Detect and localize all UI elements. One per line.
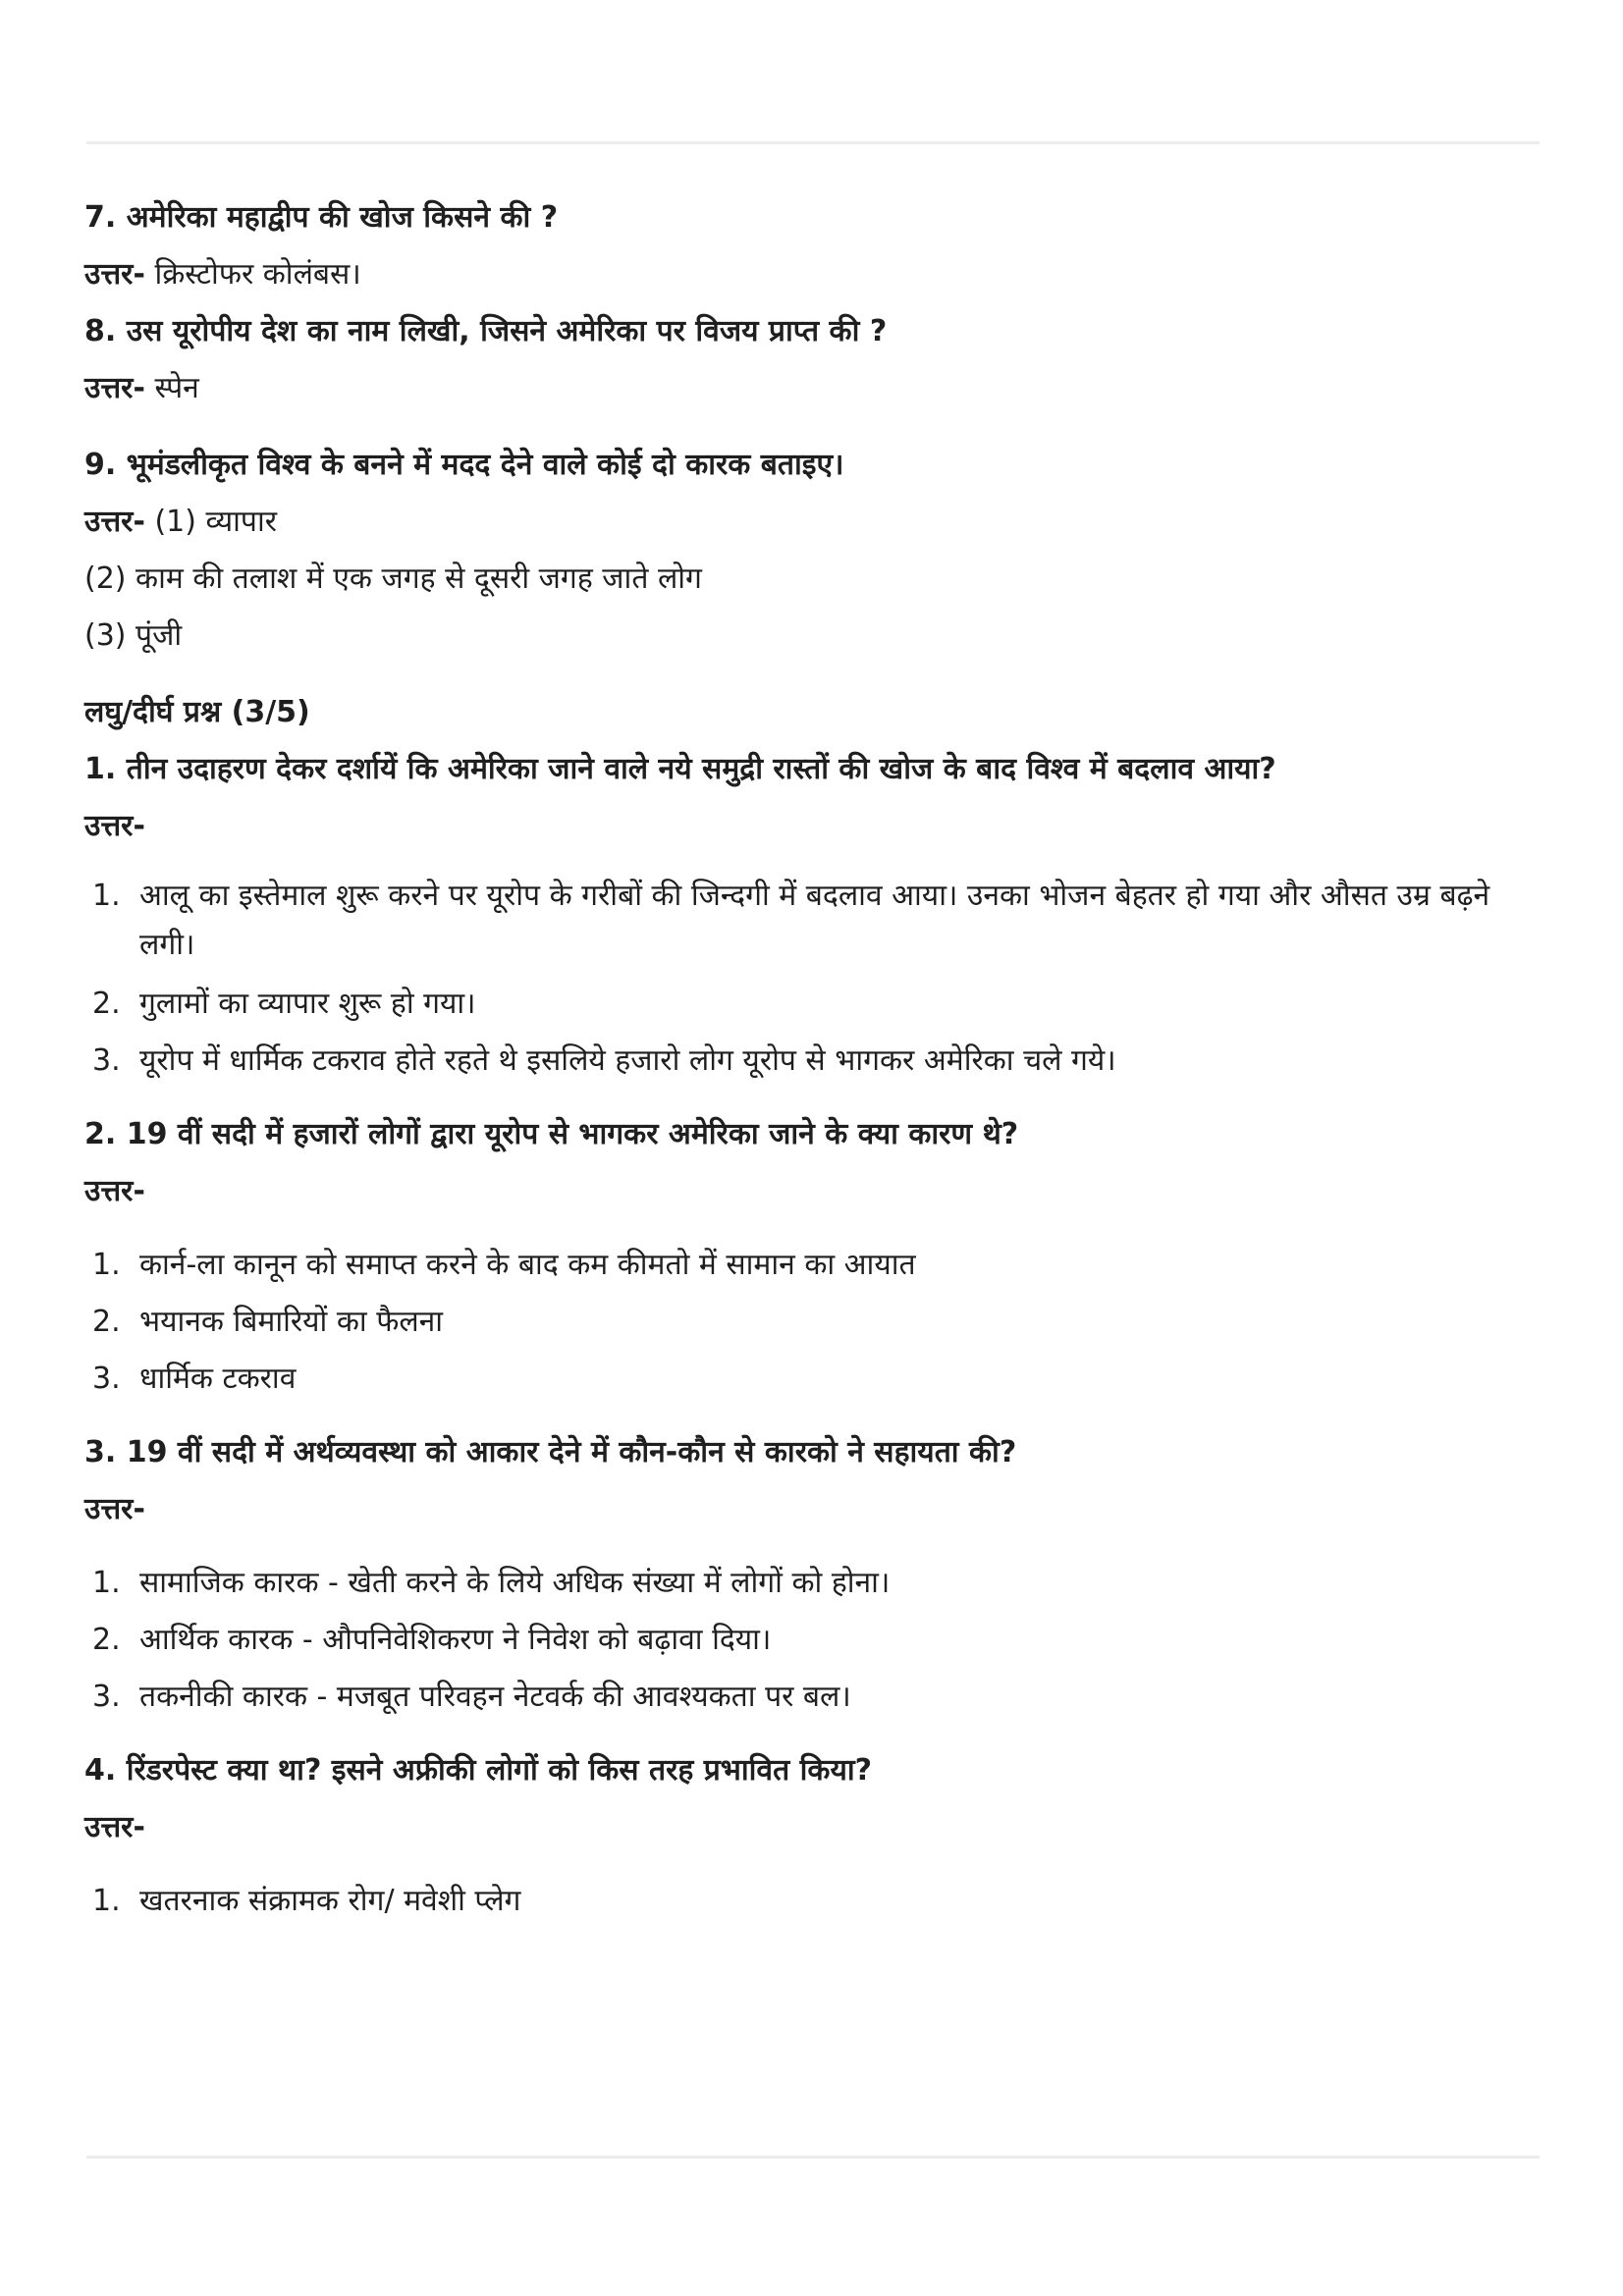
- list-number: 3.: [92, 1043, 121, 1078]
- list-item: [84, 1351, 1547, 1408]
- list-item-text: यूरोप में धार्मिक टकराव होते रहते थे इसलिये हजारो लोग यूरोप से भागकर अमेरिका चले गये।: [139, 1043, 1116, 1078]
- list-number: 2.: [92, 987, 121, 1021]
- long-question-2: 2. 19 वीं सदी में हजारों लोगों द्वारा यूरोप से भागकर अमेरिका जाने के क्या कारण थे?: [84, 1117, 1019, 1151]
- answer-label: उत्तर-: [84, 1492, 145, 1526]
- answer-label: उत्तर-: [84, 505, 145, 539]
- list-item: [84, 1669, 1547, 1726]
- answer-9-item-3: (3) पूंजी: [84, 618, 183, 653]
- answer-label: उत्तर-: [84, 371, 145, 405]
- answer-8: [84, 367, 1547, 410]
- answer-label: उत्तर-: [84, 1810, 145, 1844]
- answer-label: उत्तर-: [84, 809, 145, 843]
- list-number: 1.: [92, 1884, 121, 1918]
- long-question-4: 4. रिंडरपेस्ट क्या था? इसने अफ्रीकी लोगों को किस तरह प्रभावित किया?: [84, 1753, 873, 1788]
- list-item-text: खतरनाक संक्रामक रोग/ मवेशी प्लेग: [139, 1884, 521, 1918]
- list-number: 3.: [92, 1362, 121, 1396]
- answer-label: उत्तर-: [84, 257, 145, 292]
- question-8: 8. उस यूरोपीय देश का नाम लिखी, जिसने अमेरिका पर विजय प्राप्त की ?: [84, 314, 888, 348]
- list-item-text: आलू का इस्तेमाल शुरू करने पर यूरोप के गरीबों की जिन्दगी में बदलाव आया। उनका भोजन बेहतर हो गया और औसत उम्र बढ़ने लगी।: [139, 879, 1490, 962]
- list-item: [84, 1873, 1547, 1930]
- question-7: 7. अमेरिका महाद्वीप की खोज किसने की ?: [84, 200, 559, 235]
- list-number: 2.: [92, 1305, 121, 1339]
- list-item-text: तकनीकी कारक - मजबूत परिवहन नेटवर्क की आवश्यकता पर बल।: [139, 1680, 851, 1714]
- list-number: 2.: [92, 1623, 121, 1657]
- list-item: [84, 1237, 1547, 1294]
- answer-text: क्रिस्टोफर कोलंबस।: [154, 257, 361, 292]
- list-number: 1.: [92, 1248, 121, 1282]
- answer-text: (1) व्यापार: [154, 505, 277, 539]
- long-question-3: 3. 19 वीं सदी में अर्थव्यवस्था को आकार देने में कौन-कौन से कारको ने सहायता की?: [84, 1435, 1017, 1469]
- list-number: 3.: [92, 1680, 121, 1714]
- document-body: [84, 196, 1547, 1930]
- long-question-1: 1. तीन उदाहरण देकर दर्शायें कि अमेरिका जाने वाले नये समुद्री रास्तों की खोज के बाद विश्व में बदलाव आया?: [84, 752, 1276, 786]
- answer-list-2: [84, 1237, 1547, 1408]
- list-item-text: भयानक बिमारियों का फैलना: [139, 1305, 444, 1339]
- answer-9-item-2: (2) काम की तलाश में एक जगह से दूसरी जगह जाते लोग: [84, 561, 702, 596]
- section-title: लघु/दीर्घ प्रश्न (3/5): [84, 695, 310, 729]
- list-item-text: सामाजिक कारक - खेती करने के लिये अधिक संख्या में लोगों को होना।: [139, 1566, 891, 1600]
- answer-list-1: [84, 872, 1547, 1090]
- list-item: [84, 1033, 1547, 1090]
- answer-list-3: [84, 1555, 1547, 1726]
- top-divider: [86, 141, 1540, 144]
- list-item-text: गुलामों का व्यापार शुरू हो गया।: [139, 987, 476, 1021]
- question-9: 9. भूमंडलीकृत विश्व के बनने में मदद देने वाले कोई दो कारक बताइए।: [84, 448, 844, 482]
- answer-9: [84, 501, 1547, 544]
- answer-label: उत्तर-: [84, 1174, 145, 1208]
- list-item-text: कार्न-ला कानून को समाप्त करने के बाद कम कीमतो में सामान का आयात: [139, 1248, 916, 1282]
- list-number: 1.: [92, 879, 121, 913]
- list-item: [84, 976, 1547, 1033]
- bottom-divider: [86, 2156, 1540, 2159]
- list-item: [84, 1294, 1547, 1351]
- answer-list-4: [84, 1873, 1547, 1930]
- list-item: [84, 1612, 1547, 1669]
- answer-7: [84, 253, 1547, 296]
- answer-text: स्पेन: [154, 371, 199, 405]
- list-item-text: धार्मिक टकराव: [139, 1362, 297, 1396]
- list-item-text: आर्थिक कारक - औपनिवेशिकरण ने निवेश को बढ़ावा दिया।: [139, 1623, 772, 1657]
- list-item: [84, 872, 1547, 970]
- list-item: [84, 1555, 1547, 1612]
- list-number: 1.: [92, 1566, 121, 1600]
